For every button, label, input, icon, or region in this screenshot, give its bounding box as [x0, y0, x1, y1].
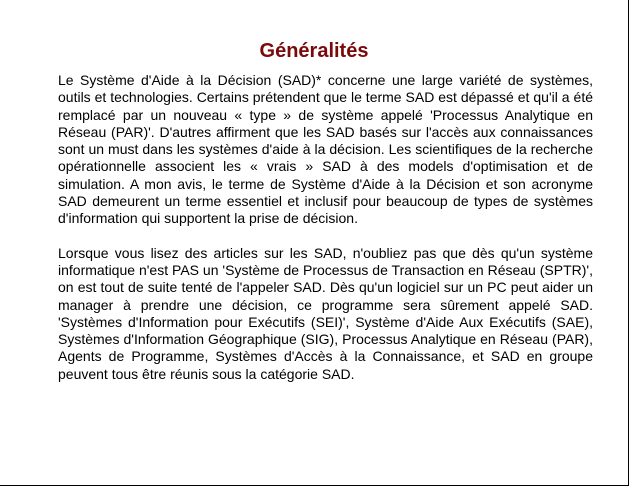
paragraph-articles: Lorsque vous lisez des articles sur les SAD, n'oubliez pas que dès qu'un système informatique n'est PAS un 'Système de Processus de Transaction en Réseau (SPTR)', on est tout de suite tenté de l'appeler SAD. Dès qu'un logiciel sur un PC peut aider un manager à prendre une décision, ce programme sera sûrement appelé SAD. 'Systèmes d'Information pour Exécutifs (SEI)', Système d'Aide Aux Exécutifs (SAE), Systèmes d'Information Géographique (SIG), Processus Analytique en Réseau (PAR), Agents de Programme, Systèmes d'Accès à la Connaissance, et SAD en groupe peuvent tous être réunis sous la catégorie SAD. [58, 244, 593, 382]
paragraph-intro: Le Système d'Aide à la Décision (SAD)* concerne une large variété de systèmes, outils et technologies. Certains prétendent que le terme SAD est dépassé et qu'il a été remplacé par un nouveau « type » de système appelé 'Processus Analytique en Réseau (PAR)'. D'autres affirment que les SAD basés sur l'accès aux connaissances sont un must dans les systèmes d'aide à la décision. Les scientifiques de la recherche opérationnelle associent les « vrais » SAD à des models d'optimisation et de simulation. A mon avis, le terme de Système d'Aide à la Décision et son acronyme SAD demeurent un terme essentiel et inclusif pour beaucoup de types de systèmes d'information qui supportent la prise de décision. [58, 72, 593, 227]
page-title: Généralités [259, 40, 369, 62]
document-body [58, 72, 593, 383]
